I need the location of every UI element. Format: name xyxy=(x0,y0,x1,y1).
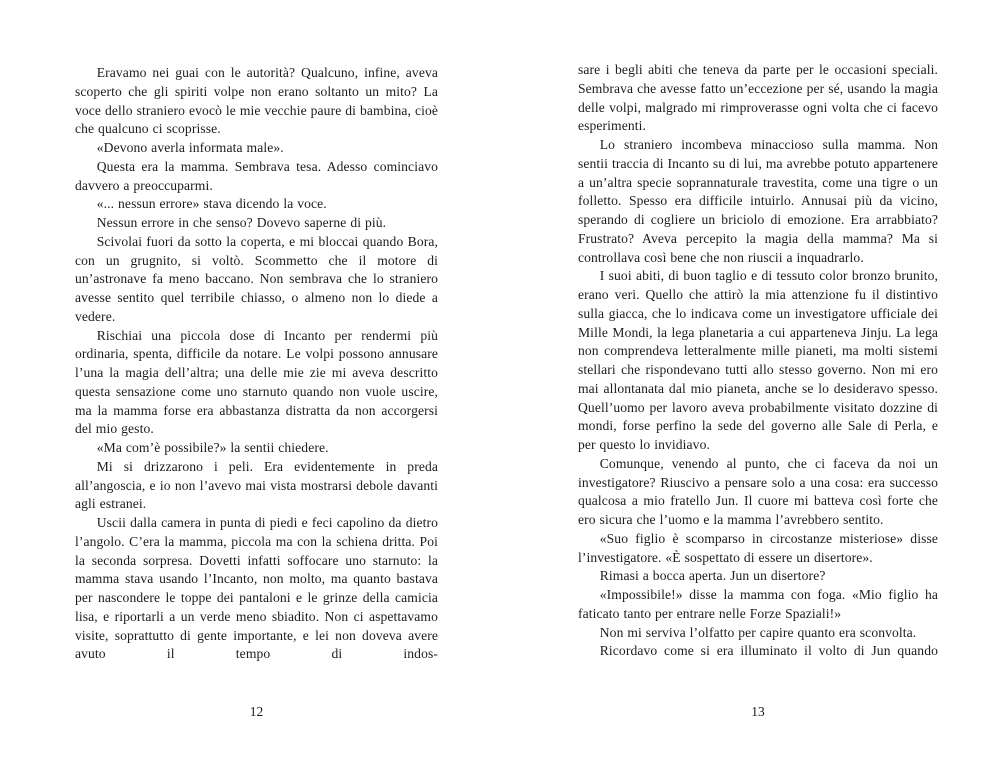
paragraph: Rischiai una piccola dose di Incanto per rendermi più ordinaria, spenta, difficile da notare. Le volpi possono annusare l’una la magia dell’altra; una delle mie zie mi aveva descritto questa sensazione come uno starnuto quando non vuole uscire, ma la mamma forse era abbastanza distratta da non accorgersi del mio gesto. xyxy=(75,327,438,437)
paragraph: Questa era la mamma. Sembrava tesa. Adesso cominciavo davvero a preoccuparmi. xyxy=(75,158,438,193)
paragraph: Non mi serviva l’olfatto per capire quanto era sconvolta. xyxy=(599,624,917,640)
page-number-right: 13 xyxy=(751,704,765,719)
paragraph: Lo straniero incombeva minaccioso sulla mamma. Non sentii traccia di Incanto su di lui, ma avrebbe potuto appartenere a un’altra specie soprannaturale travestita, come una tigre o un folletto. Spesso era difficile intuirlo. Annusai più da vicino, sperando di cogliere un briciolo di emozione. Era arrabbiato? Frustrato? Aveva percepito la magia della mamma? Ma si controllava così bene che non riuscii a inquadrarlo. xyxy=(578,137,938,265)
paragraph: sare i begli abiti che teneva da parte per le occasioni speciali. Sembrava che avesse fatto un’eccezione per sé, usando la magia delle volpi, malgrado mi rimproverasse ogni volta che ci facevo esperimenti. xyxy=(578,62,938,134)
paragraph: Ricordavo come si era illuminato il volto di Jun quando xyxy=(599,643,938,659)
paragraph: «Ma com’è possibile?» la sentii chiedere. xyxy=(96,440,329,455)
paragraph: I suoi abiti, di buon taglio e di tessuto color bronzo brunito, erano veri. Quello che attirò la mia attenzione fu il distintivo sulla giacca, che lo indicava come un investigatore ufficiale dei Mille Mondi, la lega planetaria a cui apparteneva Jinju. La lega non comprendeva letteralmente mille pianeti, ma molti sistemi stellari che rispondevano tutti allo stesso governo. Non mi ero mai allontanata dal mio pianeta, anche se lo desideravo spesso. Quell’uomo per lavoro aveva probabilmente visitato dozzine di mondi, forse perfino la sede del governo alle Sale di Perla, e per questo lo invidiavo. xyxy=(578,268,938,452)
paragraph: Mi si drizzarono i peli. Era evidentemente in preda all’angoscia, e io non l’avevo mai vista mostrarsi debole davanti agli estranei. xyxy=(75,458,438,512)
paragraph: «... nessun errore» stava dicendo la voce. xyxy=(96,196,327,212)
paragraph: Comunque, venendo al punto, che ci faceva da noi un investigatore? Riuscivo a pensare solo a una cosa: era successo qualcosa a mio fratello Jun. Il cuore mi batteva così forte che ero sicura che l’uomo e la mamma l’avrebbero sentito. xyxy=(578,455,938,527)
paragraph: Eravamo nei guai con le autorità? Qualcuno, infine, aveva scoperto che gli spiriti volpe non erano soltanto un mito? La voce dello straniero evocò le mie vecchie paure di bambina, cioè che qualcuno ci scoprisse. xyxy=(75,65,438,137)
paragraph: Rimasi a bocca aperta. Jun un disertore? xyxy=(599,568,826,584)
page-right xyxy=(500,0,1000,768)
paragraph: «Suo figlio è scomparso in circostanze misteriose» disse l’investigatore. «È sospettato di essere un disertore». xyxy=(578,530,938,565)
page-number-left: 12 xyxy=(249,704,264,719)
paragraph: Nessun errore in che senso? Dovevo saperne di più. xyxy=(96,215,387,230)
paragraph: «Devono averla informata male». xyxy=(96,140,284,155)
paragraph: «Impossibile!» disse la mamma con foga. «Mio figlio ha faticato tanto per entrare nelle Forze Spaziali!» xyxy=(578,587,938,621)
page-left-text xyxy=(75,64,438,664)
paragraph: Scivolai fuori da sotto la coperta, e mi bloccai quando Bora, con un grugnito, si voltò. Scommetto che il motore di un’astronave fa meno baccano. Non sembrava che lo straniero avesse sentito quel terribile chiasso, o almeno non lo diede a vedere. xyxy=(75,233,438,324)
paragraph: Uscii dalla camera in punta di piedi e feci capolino da dietro l’angolo. C’era la mamma, piccola ma con la schiena dritta. Poi la seconda sorpresa. Dovetti infatti soffocare uno starnuto: la mamma stava usando l’Incanto, non molto, ma quanto bastava per nascondere le toppe dei pantaloni e le grinze della camicia lisa, e riportarli a un verde meno sbiadito. Non ci aspettavamo visite, soprattutto di gente importante, e lei non doveva avere avuto il tempo di indos- xyxy=(75,515,438,662)
page-right-text xyxy=(578,61,938,661)
